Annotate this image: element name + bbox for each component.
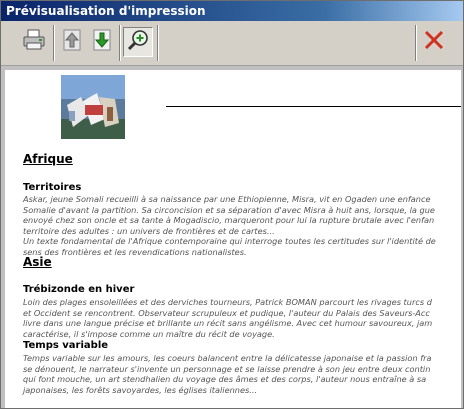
window-title: Prévisualisation d'impression — [1, 1, 463, 21]
section-heading: Asie — [23, 255, 52, 269]
header-logo-image — [61, 75, 125, 139]
print-button[interactable] — [19, 27, 49, 57]
toolbar-separator — [157, 25, 159, 61]
zoom-in-icon — [126, 28, 150, 56]
book-summary: Temps variable sur les amours, les coeurs balancent entre la délicatesse japonaise et la passion fra se dénouent, le narrateur s'invente un personnage et se laisse prendre à son jeu entre deux contin qui font mouche, un art stendhalien du voyage des âmes et des corps, l'auteur nous entraîne à sa japonaises, les forêts savoyardes, les églises italiennes... — [23, 353, 432, 395]
book-title: Temps variable — [23, 340, 109, 351]
toolbar — [1, 21, 463, 66]
book-summary: Loin des plages ensoleillées et des derviches tourneurs, Patrick BOMAN parcourt les rivages turcs d et Occident se rencontrent. Observateur scrupuleux et pudique, l'auteur du Palais des Saveurs-Acc livre dans une langue précise et brillante un récit sans angélisme. Avec cet humour savoureux, jam caractérise, il s'impose comme un maître du récit de voyage. — [23, 297, 433, 339]
preview-canvas[interactable] — [1, 66, 463, 408]
printer-icon — [22, 28, 46, 56]
next-page-button[interactable] — [87, 27, 117, 57]
arrow-down-icon — [91, 28, 113, 56]
toolbar-separator — [415, 25, 417, 61]
close-button[interactable] — [419, 27, 449, 57]
toolbar-separator — [119, 25, 121, 61]
section-heading: Afrique — [23, 152, 73, 166]
book-summary: Askar, jeune Somali recueilli à sa naissance par une Ethiopienne, Misra, vit en Ogaden une enfance Somalie d'avant la partition. Sa circoncision et sa séparation d'avec Misra à huit ans, lorsque, la gue envoyé chez son oncle et sa tante à Mogadiscio, marqueront pour lui la rupture brutale avec l'enfan territoire des adultes : un univers de frontières et de cartes... Un texte fondamental de l'Afrique contemporaine qui interroge toutes les certitudes sur l'identité de sens des frontières et les revendications nationalistes. — [23, 194, 436, 257]
zoom-button[interactable] — [123, 27, 153, 57]
toolbar-separator — [53, 25, 55, 61]
book-title: Trébizonde en hiver — [23, 284, 135, 295]
book-title: Territoires — [23, 182, 82, 193]
previous-page-button[interactable] — [57, 27, 87, 57]
arrow-up-icon — [61, 28, 83, 56]
preview-page — [5, 70, 461, 408]
header-rule — [166, 106, 461, 107]
close-icon — [422, 28, 446, 56]
